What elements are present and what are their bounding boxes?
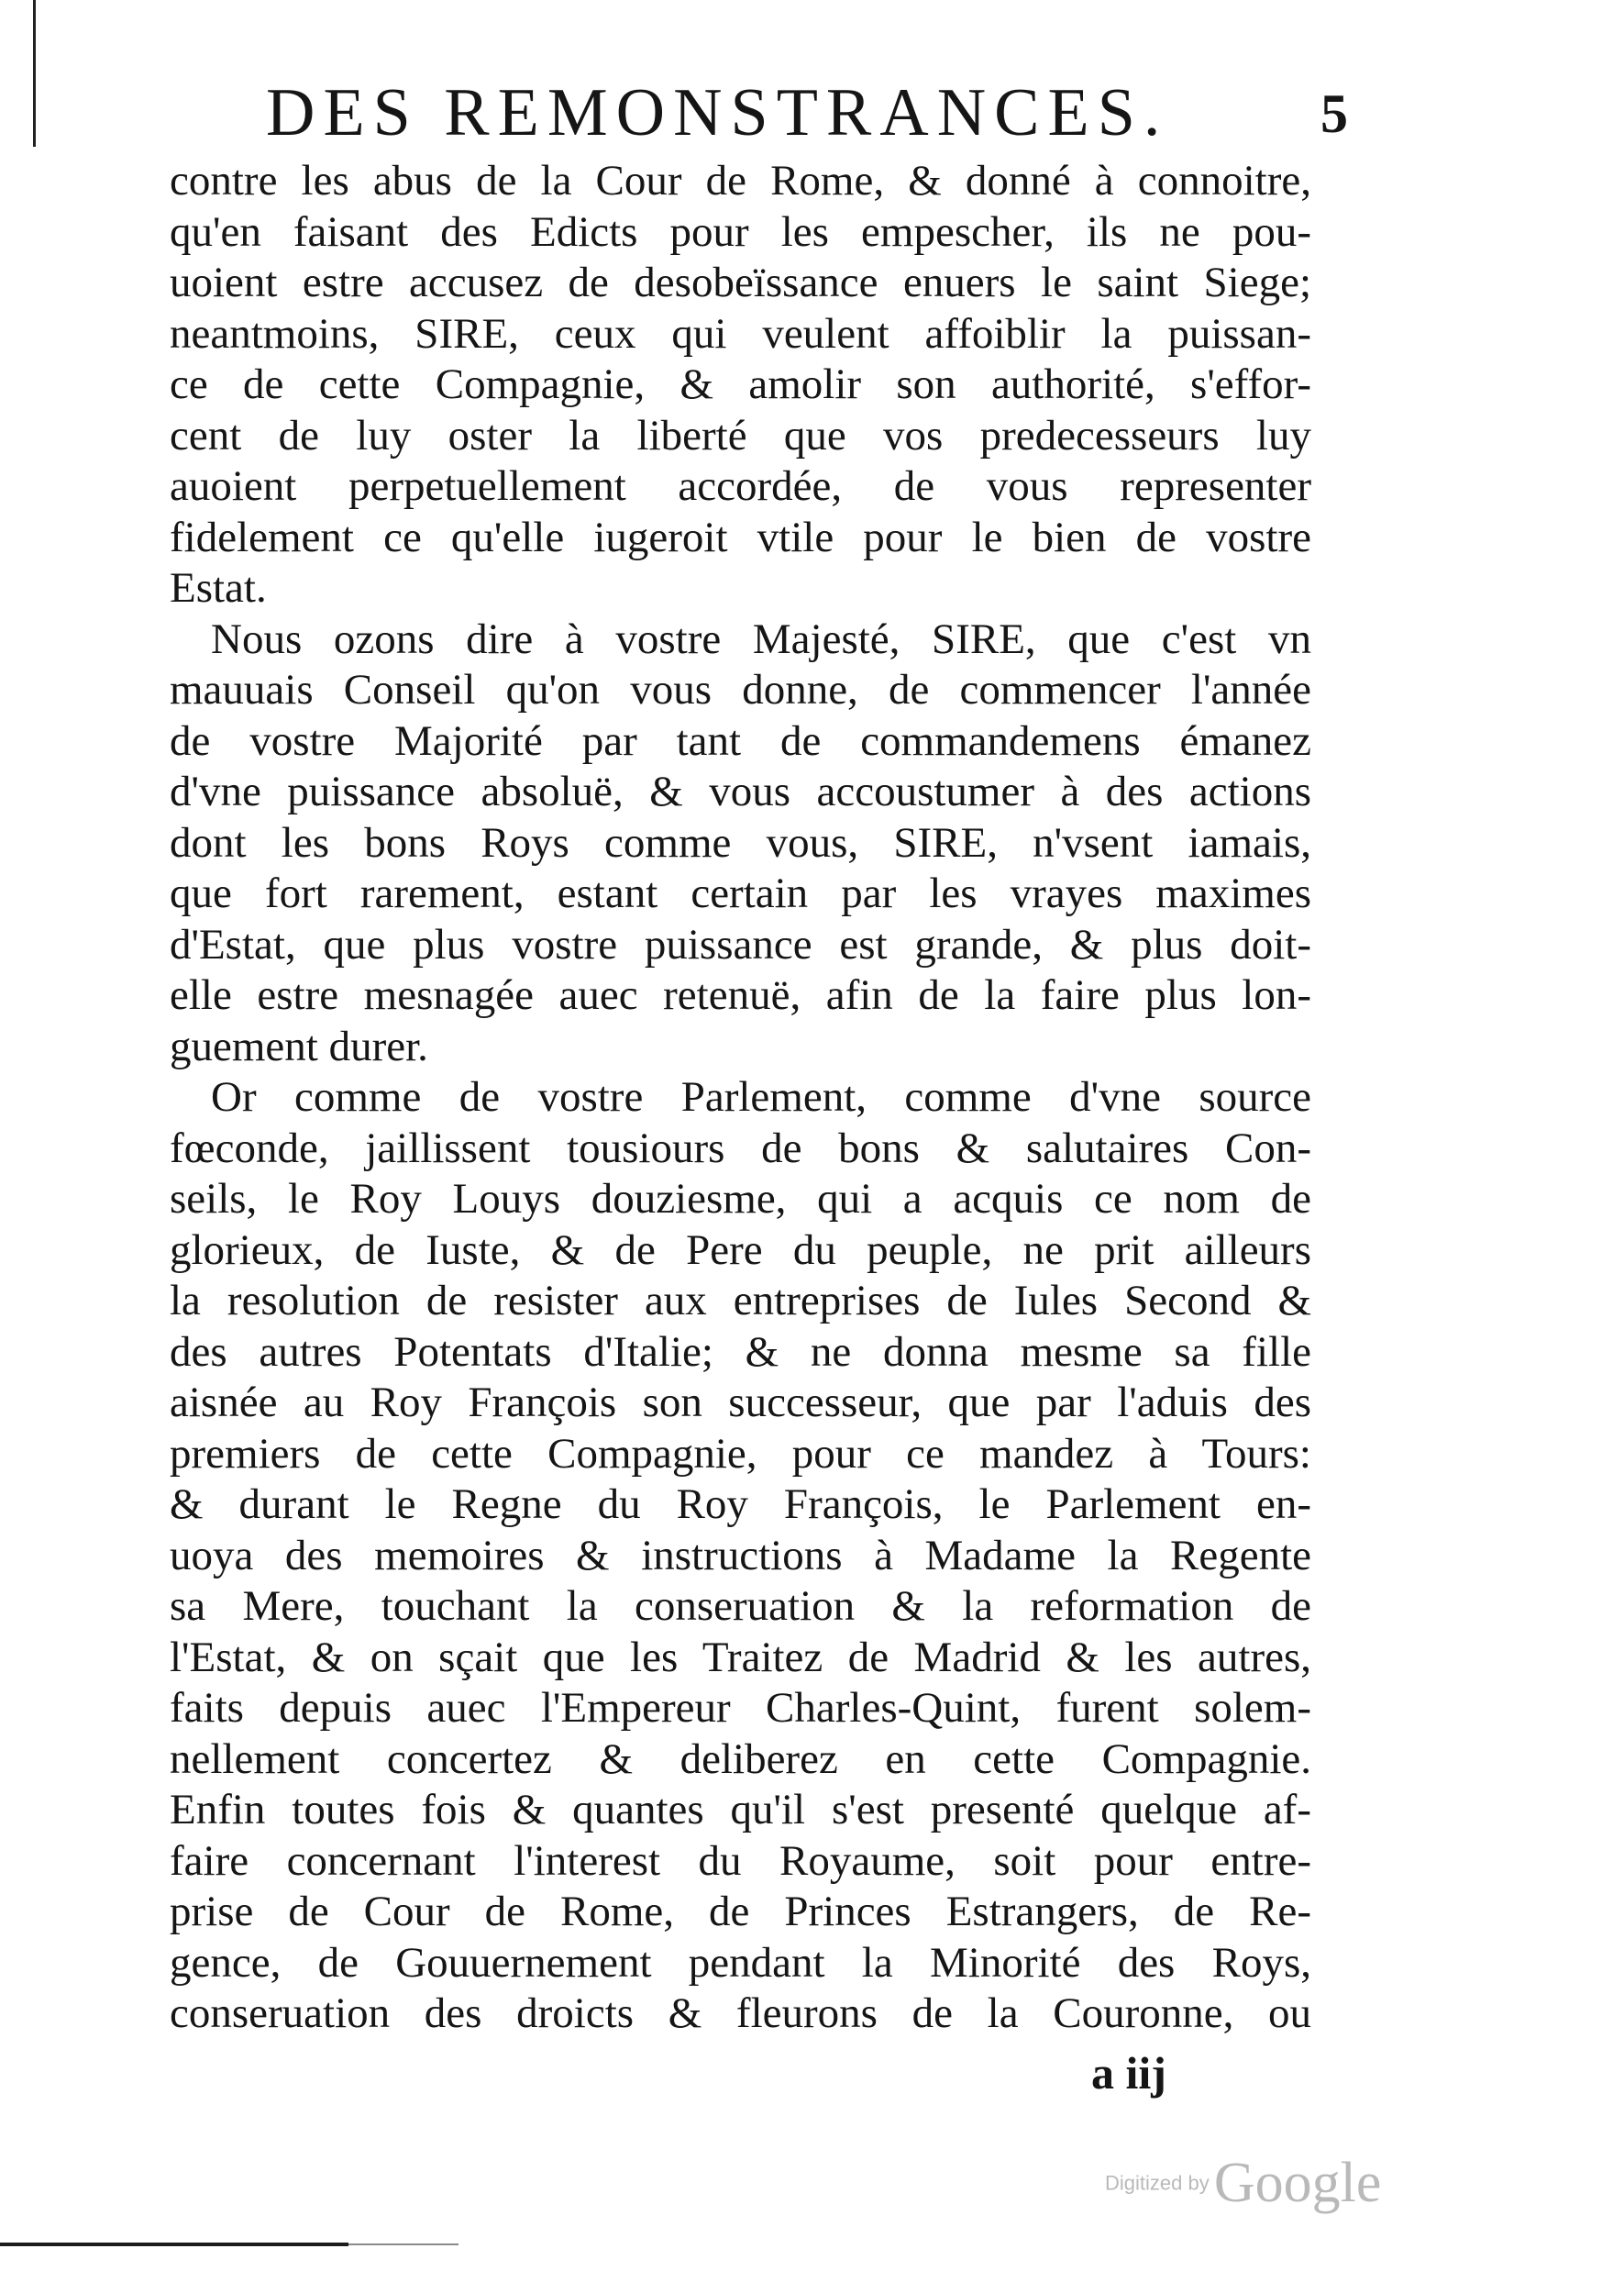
text-line: auoient perpetuellement accordée, de vous representer bbox=[170, 462, 1311, 510]
text-line: faits depuis auec l'Empereur Charles-Quint, furent solem- bbox=[170, 1684, 1311, 1732]
text-line: uoient estre accusez de desobeïssance enuers le saint Siege; bbox=[170, 259, 1311, 306]
digitization-watermark bbox=[1105, 2151, 1381, 2216]
text-line: fœconde, jaillissent tousiours de bons & salutaires Con- bbox=[170, 1124, 1311, 1172]
text-line: des autres Potentats d'Italie; & ne donna mesme sa fille bbox=[170, 1327, 1311, 1376]
margin-rule bbox=[33, 0, 36, 147]
text-line: contre les abus de la Cour de Rome, & donné à connoitre, bbox=[170, 157, 1311, 205]
text-line: mauuais Conseil qu'on vous donne, de commencer l'année bbox=[170, 666, 1311, 714]
text-line: d'Estat, que plus vostre puissance est grande, & plus doit- bbox=[170, 920, 1311, 969]
text-line: neantmoins, SIRE, ceux qui veulent affoiblir la puissan- bbox=[170, 309, 1311, 358]
text-line: gence, de Gouuernement pendant la Minorité des Roys, bbox=[170, 1938, 1311, 1987]
page-header bbox=[266, 72, 1348, 154]
text-line: la resolution de resister aux entreprises de Iules Second & bbox=[170, 1277, 1311, 1324]
watermark-brand: Google bbox=[1213, 2152, 1382, 2214]
paragraph-start-line: Or comme de vostre Parlement, comme d'vne source bbox=[211, 1073, 1311, 1121]
text-line: l'Estat, & on sçait que les Traitez de Madrid & les autres, bbox=[170, 1633, 1311, 1681]
text-line: dont les bons Roys comme vous, SIRE, n'vsent iamais, bbox=[170, 818, 1311, 867]
text-line: & durant le Regne du Roy François, le Parlement en- bbox=[170, 1480, 1311, 1528]
text-line: que fort rarement, estant certain par les vrayes maximes bbox=[170, 870, 1311, 917]
text-line: ce de cette Compagnie, & amolir son authorité, s'effor- bbox=[170, 360, 1311, 408]
text-line: fidelement ce qu'elle iugeroit vtile pour le bien de vostre bbox=[170, 513, 1311, 561]
footer-rule-thin bbox=[348, 2243, 458, 2245]
page-number: 5 bbox=[1320, 83, 1348, 144]
text-line: Enfin toutes fois & quantes qu'il s'est presenté quelque af- bbox=[170, 1786, 1311, 1833]
watermark-prefix: Digitized by bbox=[1105, 2171, 1210, 2195]
text-line: qu'en faisant des Edicts pour les empescher, ils ne pou- bbox=[170, 207, 1311, 256]
text-line: faire concernant l'interest du Royaume, soit pour entre- bbox=[170, 1836, 1311, 1885]
text-line: nellement concertez & deliberez en cette Compagnie. bbox=[170, 1734, 1311, 1783]
signature-mark: a iij bbox=[1091, 2047, 1166, 2099]
text-line: prise de Cour de Rome, de Princes Estrangers, de Re- bbox=[170, 1888, 1311, 1935]
text-line: premiers de cette Compagnie, pour ce mandez à Tours: bbox=[170, 1429, 1311, 1478]
text-line: seils, le Roy Louys douziesme, qui a acquis ce nom de bbox=[170, 1175, 1311, 1223]
text-line: d'vne puissance absoluë, & vous accoustumer à des actions bbox=[170, 768, 1311, 815]
text-line: uoya des memoires & instructions à Madame la Regente bbox=[170, 1531, 1311, 1579]
text-line: guement durer. bbox=[170, 1022, 428, 1070]
text-line: elle estre mesnagée auec retenuë, afin de la faire plus lon- bbox=[170, 971, 1311, 1019]
running-head: DES REMONSTRANCES. bbox=[266, 75, 1169, 150]
body-text bbox=[170, 156, 1311, 2040]
paragraph-start-line: Nous ozons dire à vostre Majesté, SIRE, que c'est vn bbox=[211, 615, 1311, 663]
text-line: sa Mere, touchant la conseruation & la reformation de bbox=[170, 1582, 1311, 1630]
text-line: aisnée au Roy François son successeur, que par l'aduis des bbox=[170, 1379, 1311, 1426]
text-line: Estat. bbox=[170, 564, 267, 612]
text-line: glorieux, de Iuste, & de Pere du peuple, ne prit ailleurs bbox=[170, 1225, 1311, 1274]
text-line: conseruation des droicts & fleurons de la Couronne, ou bbox=[170, 1989, 1311, 2037]
text-line: cent de luy oster la liberté que vos predecesseurs luy bbox=[170, 411, 1311, 460]
text-line: de vostre Majorité par tant de commandemens émanez bbox=[170, 716, 1311, 765]
footer-rule bbox=[0, 2243, 348, 2246]
